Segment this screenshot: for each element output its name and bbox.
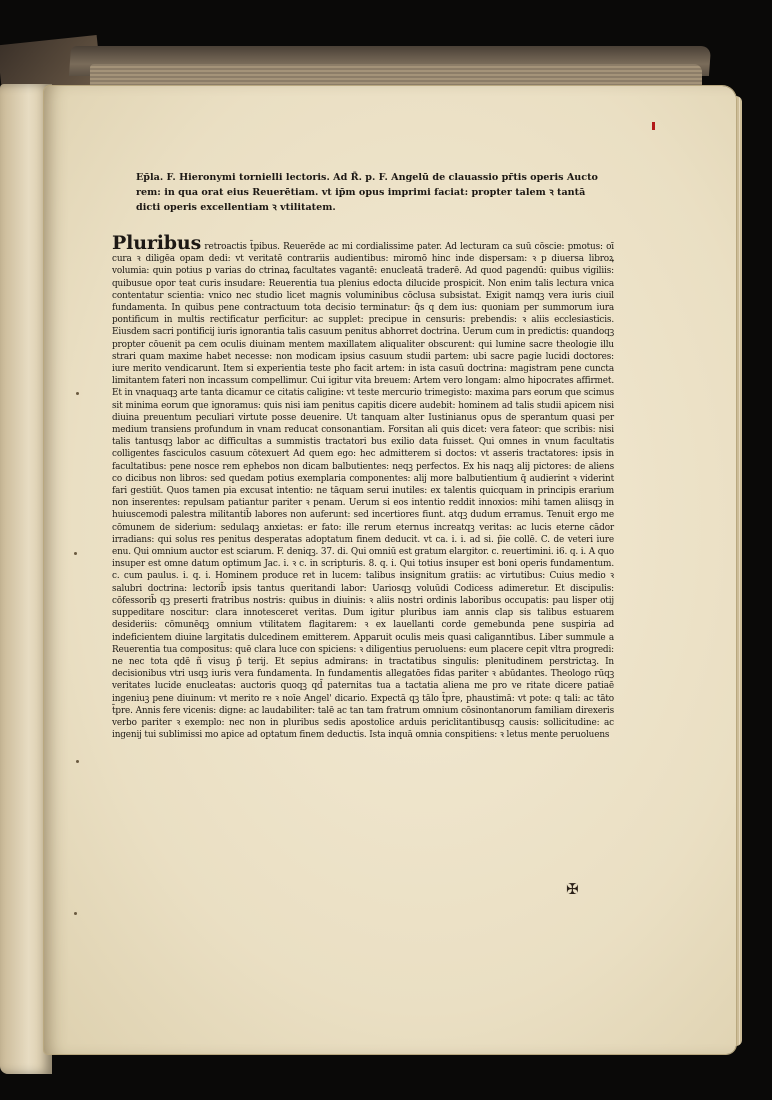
body-text: retroactis t̄pibus. Reuerēde ac mi cordialissime pater. Ad lecturam ca suū cōscie: pmotus: oī cura ꝛ diligēa opam dedi: vt veritatē contrariis audientibus: miromō hinc inde dispersam: ꝛ p diuersa libroꝝ volumia: quin potius p varias do ctrinaꝝ facultates vagantē: enucleatā traderē. Ad quod pagendū: quibus vigiliis: quibusue opor teat curis insudare: Reuerentia tua plenius edocta dilucide prospicit. Non enim talis lectura vnica contentatur scientia: vnico nec studio licet magnis voluminibus cōclusa subsistat. Exigit namqꝫ vera iuris ciuil fundamenta. In quibus pene contractuum tota decisio terminatur: q̄s q dem ius: quoniam per summorum iura pontificum in multis rectificatur perficitur: ac supplet: precipue in censuris: prebendis: ꝛ aliis ecclesiasticis. Eiusdem sacri pontificij iuris ignorantia talis casuum penitus abhorret doctrina. Uerum cum in predictis: quandoqꝫ propter cōuenit pa cem oculis diuinam mentem maxillatem aliqualiter obscurent: qui lumine sacre theologie illu strari quam maxime habet necesse: non modicam ipsius casuum studii partem: ubi sacre pagie lucidi doctores: iure merito vendicarunt. Item si experientia teste pho facit artem: in ista casuū doctrina: magistram pene cuncta limitantem fateri non incassum compellimur. Cui igitur vita breuem: Artem vero longam: almo hipocrates affirmet. Et in vnaquaqꝫ arte tanta dicamur ce citatis caligine: vt teste mercurio trimegisto: maxima pars eorum que scimus sit minima eorum que ignoramus: quis nisi iam penitus capitis dicere audebit: hominem ad talis studii apicem nisi diuina preuentum peculiari virtute posse deuenire. Ut tanquam alter Iustinianus opus de sperantum quasi per medium transiens profundum in vnam reducat consonantiam. Forsitan ali quis dicet: vera fateor: que scribis: nisi talis tantusqꝫ labor ac difficultas a summistis tractatori bus exilio data fuisset. Qui omnes in vnum facultatis colligentes fasciculos casuum cōtexuert Ad quem ego: hec admitterem si doctos: vt asseris tractatores: ipsis in facultatibus: pene nosce rem ephebos non dicam balbutientes: neqꝫ perfectos. Ex his naqꝫ alij pictores: de aliens co dicibus non libros: sed quedam potius exemplaria componentes: alij more balbutientium q̄ audierint ꝛ viderint fari gestiūt. Quos tamen pia excusat intentio: ne tāquam serui inutiles: ex talentis quicquam in principis erarium non inserentes: repulsam patiantur pariter ꝛ penam. Uerum si eos intentio reddit innoxios: mihi tamen aliisqꝫ in huiuscemodi palestra militantib̄ labores non auferunt: sed incertiores fiunt. atqꝫ dudum erramus. Tenuit ergo me cōmunem de siderium: sedulaqꝫ anxietas: er fato: ille rerum eternus increatqꝫ veritas: ac lucis eterne cādor irradians: qui solus res penitus desperatas adoptatum finem deducit. vt ca. i. i. ad si. p̄ie collē. C. de veteri iure enu. Qui omnium auctor est sciarum. F. deniqꝫ. 37. di. Qui omniū est gratum elargitor. c. reuertimini. i6. q. i. A quo insuper est omne datum optimum Jac. i. ꝛ c. in scripturis. 8. q. i. Qui totius insuper est boni operis fundamentum. c. cum paulus. i. q. i. Hominem produce ret in lucem: talibus insignitum gratiis: ac virtutibus: Cuius medio ꝛ salubri doctrina: lectorib̄ ipsis tantus queritandi labor: Uariosqꝫ voluūdi Codicess adimeretur. Et discipulis: cōfessorib̄ qꝫ preserti fratribus nostris: quibus in diuinis: ꝛ aliis nostri ordinis laboribus occupatis: pau lisper otij suppeditare noscitur: clara innotesceret veritas. Dum igitur pluribus iam annis clap sis talibus estuarem desideriis: cōmunēqꝫ omnium vtilitatem flagitarem: ꝛ ex lauellanti corde gemebunda pene suspiria ad indeficientem diuine largitatis dulcedinem emitterem. Apparuit oculis meis quasi caliganntibus. Liber summule a Reuerentia tua compositus: quē clara luce con spiciens: ꝛ diligentius peruoluens: eum placere cepit vltra progredi: ne nec tota qdē ñ visuꝫ p̄ terij. Et sepius admirans: in tractatibus singulis: plenitudinem perstrictaꝫ. In decisionibus vtri usqꝫ iuris vera fundamenta. In fundamentis allegatōes fidas pariter ꝛ abūdantes. Theologo rūqꝫ veritates lucide enucleatas: auctoris quoqꝫ qd̄ paternitas tua a tactatia aliena me pro ve ritate dicere patiaē ingeniuꝫ pene diuinum: vt merito re ꝛ noīe Angel' dicario. Expectā qꝫ tālo t̄pre, phaustimā: vt pote: q tali: ac tāto t̄pre. Annis fere vicenis: digne: ac laudabiliter: talē ac tan tam fratrum omnium cōsinontanorum familiam direxeris verbo pariter ꝛ exemplo: nec non in pluribus sedis apostolice arduis periclitantibusqꝫ causis: sollicitudine: ac ingenij tui sublimissi mo apice ad optatum finem deductis. Ista inquā omnia conspitiens: ꝛ letus mente peruoluens [112, 242, 614, 741]
pinhole [76, 760, 79, 763]
letter-heading: Ep̄la. F. Hieronymi tornielli lectoris. Ad R̄. p. F. Angelū de clauassio pr̄tis operis Aucto rem: in qua orat eius Reuerētiam. vt ip̄m opus imprimi faciat: propter talem ꝛ tantā dicti operis excellentiam ꝛ vtilitatem. [136, 172, 598, 213]
rubric-mark [652, 122, 655, 130]
incipit-word: Pluribus [112, 232, 202, 254]
letter-body [112, 234, 614, 741]
pinhole [74, 552, 77, 555]
pinhole [76, 392, 79, 395]
pinhole [74, 912, 77, 915]
cross-mark-icon: ✠ [566, 880, 579, 898]
